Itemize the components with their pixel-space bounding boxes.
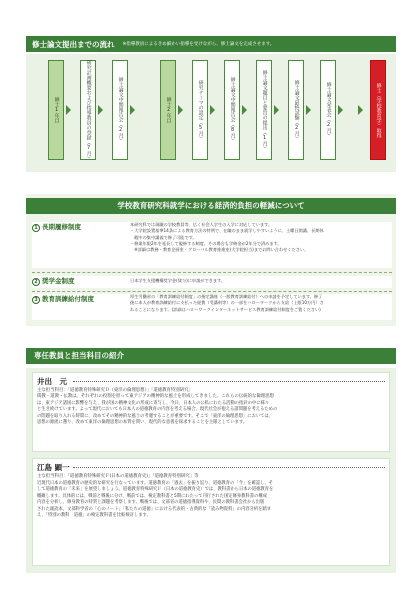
finance-row-content: [130, 222, 390, 253]
flow-step-label: 修士2年目: [165, 97, 172, 123]
finance-line: 本研究科では現職の学校教員等、広く社会人学生の入学に対応しています。: [130, 222, 273, 227]
finance-label-text: 教育訓練給付制度: [42, 295, 94, 303]
flow-step: [256, 60, 272, 160]
faculty-bio-line: 近現代日本の道徳教育の歴史的な研究を行なっています。道徳教育の「過去」を振り返り、道徳教育の「今」を確認し、そ: [37, 481, 273, 486]
faculty-name: 江島 顕一: [37, 463, 70, 472]
dotted-rule: [73, 467, 385, 468]
faculty-bio-line: された副読本、文部科学省の「心のノート」「私たちの道徳」における代表的・古典的な「読み物資料」の内容分析を踏ま: [37, 506, 272, 512]
faculty-bio: [37, 401, 387, 427]
arrow-right-icon: [358, 105, 363, 115]
flow-header: [26, 36, 396, 52]
faculty-title: 専任教員と担当科目の紹介: [26, 348, 396, 364]
faculty-bio: [37, 481, 387, 520]
flow-step-label: 修士論文中間報告会（2月）: [117, 77, 124, 143]
faculty-card-ejima: [32, 458, 390, 566]
flow-title: 修士論文提出までの流れ: [32, 39, 115, 49]
flow-step-label: 研究テーマの設定（5月）: [197, 79, 204, 141]
finance-line: ※詳細は教務・教育企画室・グローバル教育推進室(大学院担当)までお問い合わせください。: [130, 247, 309, 253]
flow-step-label: 修士論文発表会（2月）: [325, 82, 332, 138]
flow-step: [112, 60, 128, 160]
finance-line: 暇中の集中講義で修了可能です。: [130, 234, 197, 240]
finance-row-scholarship: [32, 276, 392, 288]
arrow-right-icon: [210, 105, 215, 115]
faculty-bio-line: と生き続けています。よって現代においても日本人の道徳教育の内容を考える場合、現代社会が抱える諸問題を考えるための: [37, 407, 278, 413]
finance-row-content: [130, 278, 390, 284]
circled-number: 2: [32, 278, 40, 286]
finance-label-text: 長期履修制度: [42, 223, 81, 231]
finance-label-text: 奨学金制度: [42, 277, 75, 285]
arrow-right-icon: [130, 105, 135, 115]
finance-line: ・修業年限2年を延長して履修する制度。その場合も学納金が2年分で済みます。: [130, 240, 282, 246]
flow-step: [288, 60, 304, 160]
faculty-name: 井出 元: [37, 377, 67, 386]
faculty-bio-line: 概観します。具体的には、戦前と戦後に分け、戦前では、検定教科書と5期にわたって刊行された国定修身教科書の構成: [37, 493, 267, 499]
finance-line: 厚生労働省の「教育訓練給付制度」の指定講座（一般教育訓練給付）への申請を予定しています。修了: [130, 294, 323, 299]
finance-line: ・大学院設置基準14条による教育方法の特例で、在職のまま就学しやすいように、土曜日開講、長期休: [130, 228, 324, 234]
finance-row-label: [32, 222, 124, 232]
arrow-right-icon: [306, 105, 311, 115]
faculty-bio-line: の問題を取り入れる時間に、改めてその精神的な風土の考慮することが重要です。そこで「東洋の倫理思想」においては、: [37, 413, 273, 419]
faculty-bio-line: 内容を分析し、修身教育の特質と課題を考察します。戦後では、文部省の道徳指導資料や、民間の教科書会社から出版: [37, 500, 265, 506]
arrow-right-icon: [66, 105, 71, 115]
faculty-subject-line: 主な担当科目：「道徳教育特殊研究Ｆ(日本の道徳教育史)」「道徳教育特別研究」等: [37, 474, 199, 479]
flow-step: [320, 60, 336, 160]
flow-step-label: 修士論文中間報告会（8月）: [229, 77, 236, 143]
flow-step-goal: [370, 60, 386, 160]
flow-step-label: 研究計画概要および指導教員の登録（7月）: [85, 59, 92, 161]
flow-step: [192, 60, 208, 160]
finance-title: 学校教育研究科就学における経済的負担の軽減について: [26, 198, 396, 214]
flow-step-label: 修士論文題目と要旨の提出（1月）: [261, 69, 268, 151]
finance-row-content: [130, 294, 390, 313]
faculty-bio-line: して道徳教育の「未来」を展望しましょう。道徳教育特殊研究Ｆ（日本の道徳教育史）では、教科書から日本の道徳教育を: [37, 487, 274, 493]
faculty-subjects: [37, 388, 387, 400]
flow-step-label: 修士（学校教育学）取得: [375, 82, 382, 138]
flow-step-label: 修士1年目: [53, 97, 60, 123]
finance-row-label: [32, 276, 124, 286]
flow-step: [80, 60, 96, 160]
circled-number: 1: [32, 224, 40, 232]
faculty-subject-line: 主な担当科目：「道徳教育特殊研究Ｄ（東洋の倫理思想）」「道徳教育特別研究」: [37, 388, 193, 393]
faculty-bio-line: え、「特別の教科 道徳」の検定教科書を比較検討します。: [37, 513, 151, 519]
faculty-bio-line: は、東アジア諸国に影響を与え、我が国の精神文化の形成に寄与し、今日、日本人の公私にわたる活動の指針の中に様々: [37, 401, 270, 406]
finance-line: 日本学生支援機構奨学金(貸与)に申請ができます。: [130, 278, 226, 283]
faculty-card-ide: [32, 372, 390, 452]
divider: [32, 272, 392, 273]
flow-step-year2: [160, 60, 176, 160]
arrow-right-icon: [242, 105, 247, 115]
arrow-right-icon: [178, 105, 183, 115]
finance-line: れることになります。(詳細はハローワークインターネットサービス教育訓練給付制度をご覧ください): [130, 306, 321, 312]
finance-line: 後に本人が教育訓練給付に支払った経費（受講料等）の一部をハローワークから支給（上限10万円）さ: [130, 300, 324, 306]
flow-step-label: 修士論文最終試験（2月）: [293, 79, 300, 141]
faculty-bio-line: 思想の源流に遡り、改めて東洋の倫理思想の本質を問い、現代的な意義を探求することを主眼としています。: [37, 420, 248, 426]
flow-step: [224, 60, 240, 160]
finance-row-label: [32, 294, 124, 304]
faculty-subject-line: 儒教・道教・仏教は、それぞれの役割を担って東アジアの精神的な風土を形成してきました。これらの伝統的な倫理思想: [37, 393, 274, 399]
circled-number: 3: [32, 296, 40, 304]
arrow-right-icon: [338, 105, 343, 115]
dotted-rule: [73, 381, 385, 382]
flow-step-year1: [48, 60, 64, 160]
finance-row-long-term: [32, 222, 392, 268]
finance-row-training: [32, 294, 392, 320]
flow-note: ※指導教員によるきめ細かい指導を受けながら、修士論文を完成させます。: [122, 42, 275, 47]
divider: [32, 291, 392, 292]
arrow-right-icon: [274, 105, 279, 115]
faculty-subjects: [37, 474, 387, 480]
arrow-right-icon: [98, 105, 103, 115]
